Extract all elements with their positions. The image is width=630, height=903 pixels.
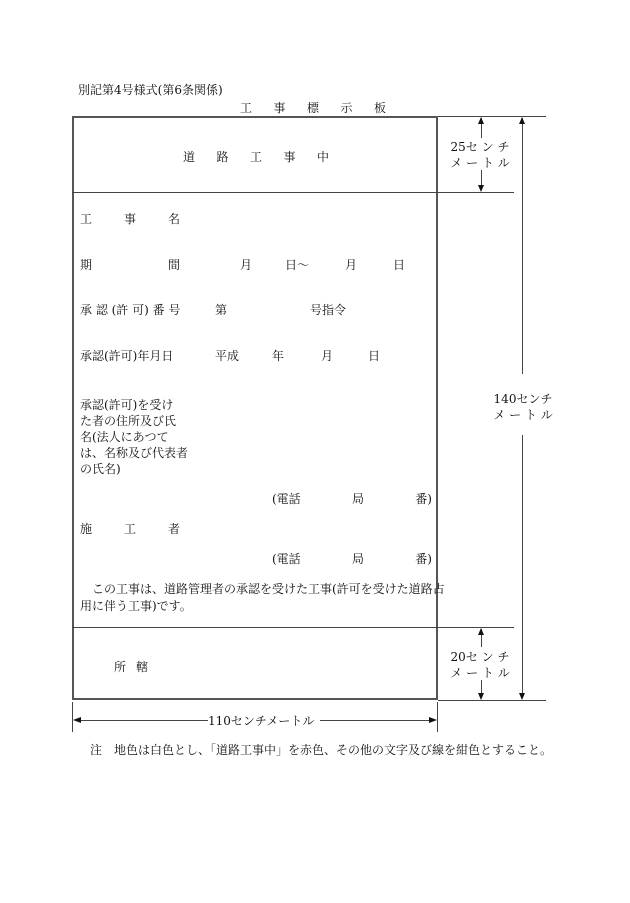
dim-line-text: メ ー ト ル xyxy=(450,156,510,170)
kikan-day-2: 日 xyxy=(393,258,406,272)
applicant-line: は、名称及び代表者 xyxy=(80,446,189,460)
dim-line-width-right xyxy=(320,720,430,721)
dim-tick xyxy=(438,627,514,628)
phone-part: 番) xyxy=(415,552,432,566)
label-char: 施 xyxy=(80,522,93,536)
dim-tick xyxy=(438,192,514,193)
total-height-label xyxy=(482,391,564,423)
label-char: 工 xyxy=(123,522,136,536)
board-divider-bottom xyxy=(72,627,438,628)
color-note: 注 地色は白色とし、「道路工事中」を赤色、その他の文字及び線を紺色とすること。 xyxy=(90,743,553,757)
label-char: 期 xyxy=(80,258,93,272)
arrow-right-icon xyxy=(429,717,437,723)
dim-line-text: 20セ ン チ xyxy=(450,650,510,664)
applicant-line: た者の住所及び氏 xyxy=(80,414,177,428)
shonin-number-label: 承 認 (許 可) 番 号 xyxy=(80,303,181,317)
board-divider-top xyxy=(72,192,438,193)
dim-line-text: 140センチ xyxy=(493,392,553,406)
applicant-phone xyxy=(272,490,432,507)
dim-tick xyxy=(437,702,438,732)
label-char: 間 xyxy=(167,258,180,272)
applicant-label xyxy=(80,397,188,477)
sekou-label xyxy=(80,520,180,537)
title-char: 工 xyxy=(240,101,253,115)
dim-line-width-left xyxy=(80,720,208,721)
board-header-text xyxy=(183,148,329,165)
shonin-number-go: 号指令 xyxy=(310,303,347,317)
dim-line-total-lower xyxy=(522,435,523,698)
phone-part: 局 xyxy=(351,552,364,566)
dim-line-total-upper xyxy=(522,118,523,374)
kikan-month-1: 月 xyxy=(240,258,253,272)
label-char: 名 xyxy=(167,212,180,226)
shokatsu-label xyxy=(114,658,148,675)
shonin-number-dai: 第 xyxy=(215,303,228,317)
notice-line-1: この工事は、道路管理者の承認を受けた工事(許可を受けた道路占 xyxy=(92,582,445,596)
phone-part: 番) xyxy=(415,492,432,506)
title-char: 事 xyxy=(273,101,286,115)
dim-line-text: メ ー ト ル xyxy=(493,408,553,422)
dim-line-text: メ ー ト ル xyxy=(450,666,510,680)
title-char: 示 xyxy=(340,101,353,115)
header-char: 事 xyxy=(283,150,296,164)
applicant-line: の氏名) xyxy=(80,462,121,476)
arrow-down-icon xyxy=(519,693,525,700)
title-char: 板 xyxy=(373,101,386,115)
dim-tick xyxy=(438,700,546,701)
sekou-phone xyxy=(272,550,432,567)
arrow-left-icon xyxy=(73,717,81,723)
top-height-label xyxy=(444,139,516,171)
kikan-day-1: 日〜 xyxy=(285,258,310,272)
arrow-down-icon xyxy=(478,185,484,192)
arrow-up-icon xyxy=(478,117,484,124)
header-char: 中 xyxy=(316,150,329,164)
phone-part: (電話 xyxy=(272,492,301,506)
arrow-down-icon xyxy=(478,693,484,700)
width-label: 110センチメートル xyxy=(208,714,315,728)
shonin-date-day: 日 xyxy=(368,349,381,363)
label-char: 轄 xyxy=(135,660,148,674)
koji-mei-label xyxy=(80,210,180,227)
form-reference: 別記第4号様式(第6条関係) xyxy=(78,83,223,97)
shonin-date-label: 承認(許可)年月日 xyxy=(80,349,174,363)
label-char: 工 xyxy=(80,212,93,226)
title-char: 標 xyxy=(306,101,319,115)
header-char: 工 xyxy=(249,150,262,164)
shonin-date-month: 月 xyxy=(321,349,334,363)
label-char: 所 xyxy=(114,660,127,674)
bottom-height-label xyxy=(444,649,516,681)
document-title xyxy=(240,99,386,116)
header-char: 路 xyxy=(216,150,229,164)
kikan-month-2: 月 xyxy=(345,258,358,272)
shonin-date-era: 平成 xyxy=(215,349,240,363)
arrow-up-icon xyxy=(478,628,484,635)
kikan-label xyxy=(80,256,180,273)
shonin-date-year: 年 xyxy=(272,349,285,363)
phone-part: 局 xyxy=(351,492,364,506)
dim-tick xyxy=(438,116,546,117)
notice-line-2: 用に伴う工事)です。 xyxy=(80,599,192,613)
dim-line-text: 25セ ン チ xyxy=(450,140,510,154)
applicant-line: 名(法人にあつて xyxy=(80,430,169,444)
phone-part: (電話 xyxy=(272,552,301,566)
arrow-up-icon xyxy=(519,117,525,124)
applicant-line: 承認(許可)を受け xyxy=(80,398,174,412)
header-char: 道 xyxy=(183,150,196,164)
label-char: 事 xyxy=(123,212,136,226)
label-char: 者 xyxy=(167,522,180,536)
